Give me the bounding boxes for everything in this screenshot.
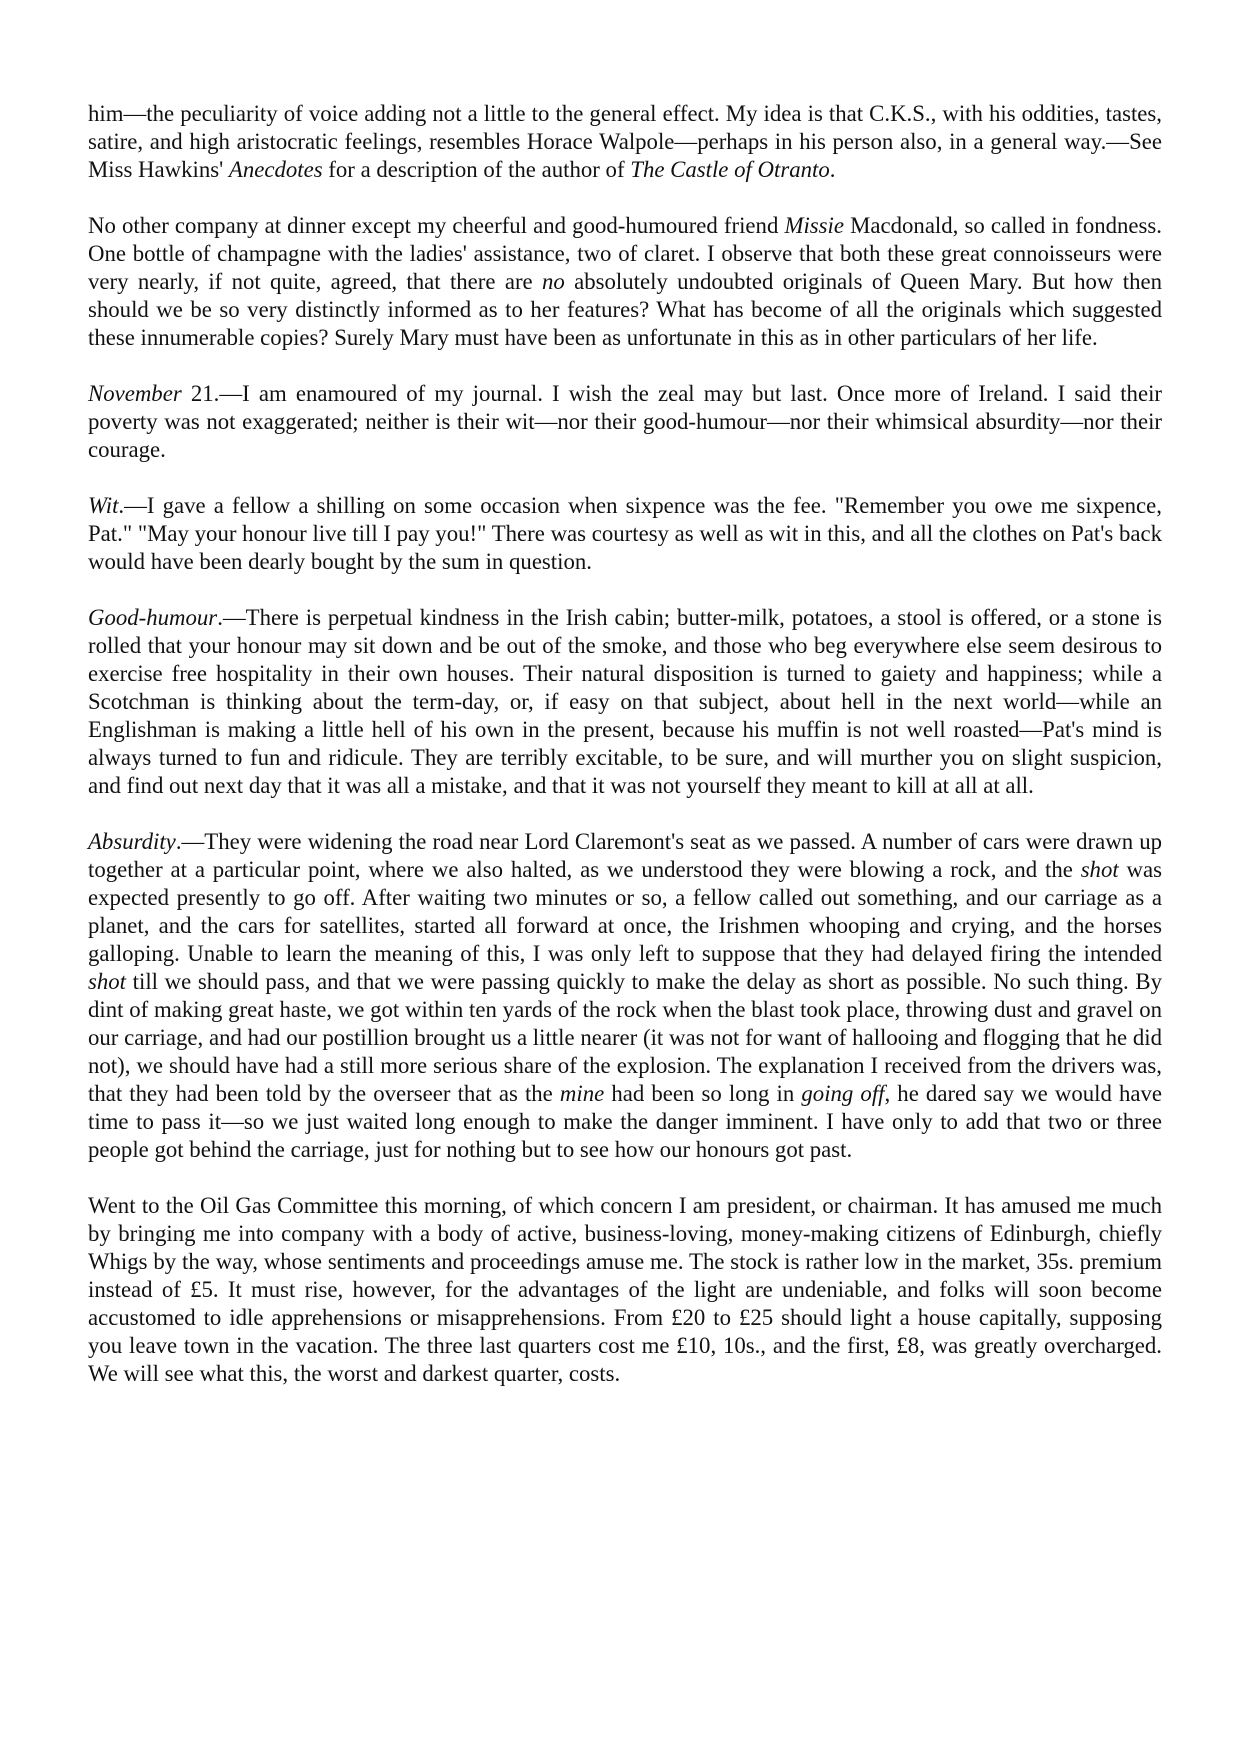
text-segment: absolutely undoubted originals of Queen Mary. But how then should we be so very distinctly informed as to her features? What has become of all the originals which suggested these innumerable copies? Surely Mary must have been as unfortunate in this as in other particulars of her life. — [88, 269, 1162, 350]
text-segment: him—the peculiarity of voice adding not a little to the general effect. My idea is that C.K.S., with his oddities, tastes, satire, and high aristocratic feelings, resembles Horace Walpole—perhaps in his person also, in a general way.—See Miss Hawkins' — [88, 101, 1162, 182]
text-segment: Macdonald, so called in fondness. One bottle of champagne with the ladies' assistance, two of claret. I observe that both these great connoisseurs were very nearly, if not quite, agreed, that there are — [88, 213, 1162, 294]
italic-word-mine: mine — [559, 1081, 605, 1106]
italic-heading-good-humour: Good-humour — [88, 605, 218, 630]
italic-title-castle-of-otranto: The Castle of Otranto — [630, 157, 830, 182]
italic-word-shot: shot — [88, 969, 127, 994]
paragraph-wit — [88, 492, 1162, 576]
text-segment: had been so long in — [604, 1081, 802, 1106]
italic-phrase-going-off: going off — [801, 1081, 885, 1106]
paragraph-dinner — [88, 212, 1162, 352]
italic-heading-absurdity: Absurdity — [88, 829, 176, 854]
text-segment: was expected presently to go off. After waiting two minutes or so, a fellow called out something, and our carriage as a planet, and the cars for satellites, started all forward at once, the Irishmen whooping and crying, and the horses galloping. Unable to learn the meaning of this, I was only left to suppose that they had delayed firing the intended — [88, 857, 1162, 966]
text-segment: Went to the Oil Gas Committee this morning, of which concern I am president, or chairman. It has amused me much by bringing me into company with a body of active, business-loving, money-making citizens of Edinburgh, chiefly Whigs by the way, whose sentiments and proceedings amuse me. The stock is rather low in the market, 35s. premium instead of £5. It must rise, however, for the advantages of the light are undeniable, and folks will soon become accustomed to idle apprehensions or misapprehensions. From £20 to £25 should light a house capitally, supposing you leave town in the vacation. The three last quarters cost me £10, 10s., and the first, £8, was greatly overcharged. We will see what this, the worst and darkest quarter, costs. — [88, 1193, 1162, 1386]
italic-word-november: November — [88, 381, 182, 406]
paragraph-walpole — [88, 100, 1162, 184]
italic-word-shot: shot — [1080, 857, 1119, 882]
document-page — [88, 100, 1162, 1416]
italic-word-no: no — [542, 269, 565, 294]
paragraph-good-humour — [88, 604, 1162, 800]
text-segment: .—They were widening the road near Lord Claremont's seat as we passed. A number of cars were drawn up together at a particular point, where we also halted, as we understood they were blowing a rock, and the — [88, 829, 1162, 882]
italic-title-anecdotes: Anecdotes — [228, 157, 323, 182]
italic-word-missie: Missie — [784, 213, 844, 238]
text-segment: for a description of the author of — [322, 157, 631, 182]
text-segment: No other company at dinner except my cheerful and good-humoured friend — [88, 213, 785, 238]
text-segment: 21.—I am enamoured of my journal. I wish the zeal may but last. Once more of Ireland. I said their poverty was not exaggerated; neither is their wit—nor their good-humour—nor their whimsical absurdity—nor their courage. — [88, 381, 1162, 462]
text-segment: . — [829, 157, 836, 182]
paragraph-absurdity — [88, 828, 1162, 1164]
text-segment: , he dared say we would have time to pass it—so we just waited long enough to make the danger imminent. I have only to add that two or three people got behind the carriage, just for nothing but to see how our honours got past. — [88, 1081, 1162, 1162]
paragraph-oil-gas-committee — [88, 1192, 1162, 1388]
text-segment: .—There is perpetual kindness in the Irish cabin; butter-milk, potatoes, a stool is offered, or a stone is rolled that your honour may sit down and be out of the smoke, and those who beg everywhere else seem desirous to exercise free hospitality in their own houses. Their natural disposition is turned to gaiety and happiness; while a Scotchman is thinking about the term-day, or, if easy on that subject, about hell in the next world—while an Englishman is making a little hell of his own in the present, because his muffin is not well roasted—Pat's mind is always turned to fun and ridicule. They are terribly excitable, to be sure, and will murther you on slight suspicion, and find out next day that it was all a mistake, and that it was not yourself they meant to kill at all at all. — [88, 605, 1162, 798]
text-segment: .—I gave a fellow a shilling on some occasion when sixpence was the fee. "Remember you owe me sixpence, Pat." "May your honour live till I pay you!" There was courtesy as well as wit in this, and all the clothes on Pat's back would have been dearly bought by the sum in question. — [88, 493, 1162, 574]
text-segment: till we should pass, and that we were passing quickly to make the delay as short as possible. No such thing. By dint of making great haste, we got within ten yards of the rock when the blast took place, throwing dust and gravel on our carriage, and had our postillion brought us a little nearer (it was not for want of hallooing and flogging that he did not), we should have had a still more serious share of the explosion. The explanation I received from the drivers was, that they had been told by the overseer that as the — [88, 969, 1162, 1106]
paragraph-november-21 — [88, 380, 1162, 464]
italic-heading-wit: Wit — [88, 493, 119, 518]
